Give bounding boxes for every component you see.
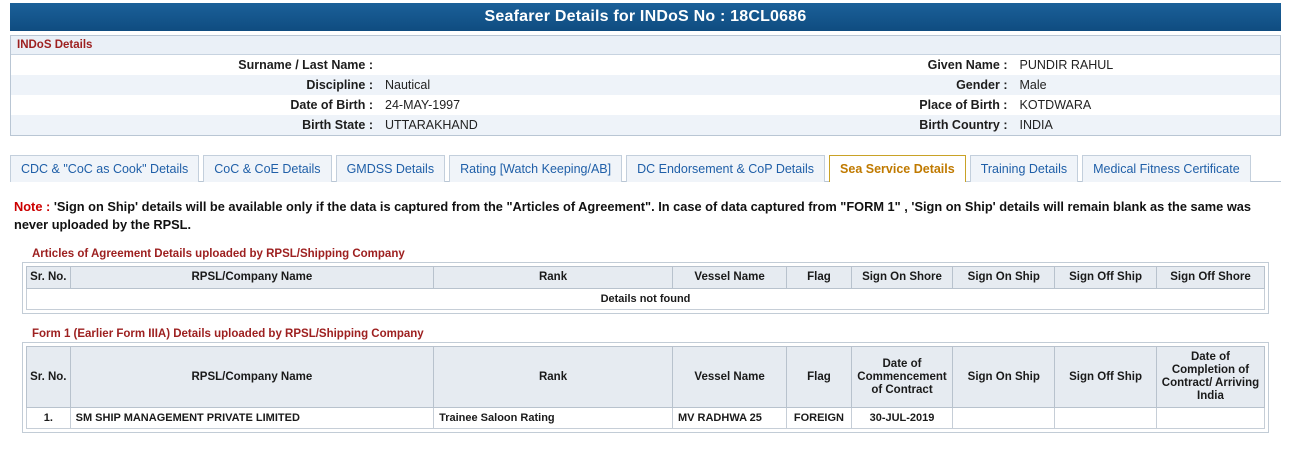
birth-country-value: INDIA [1013,115,1280,135]
birth-country-label: Birth Country : [645,115,1013,135]
form1-section [22,328,1269,433]
details-tabs [10,154,1281,182]
tab-dc-endorsement-cop[interactable]: DC Endorsement & CoP Details [626,155,825,182]
col-sign-off-shore: Sign Off Shore [1156,267,1264,289]
cell-vessel-name: MV RADHWA 25 [672,408,786,429]
col-company-name: RPSL/Company Name [70,347,434,408]
surname-label: Surname / Last Name : [238,58,373,72]
col-sign-on-ship: Sign On Ship [953,267,1055,289]
cell-date-of-commencement: 30-JUL-2019 [851,408,953,429]
table-header-row [27,347,1265,408]
col-vessel-name: Vessel Name [672,267,786,289]
col-company-name: RPSL/Company Name [70,267,434,289]
note-text: 'Sign on Ship' details will be available only if the data is captured from the "Articles of Agreement". In case of data captured from "FORM 1" , 'Sign on Ship' details will remain blank as the same was never uploaded by the RPSL. [14,199,1252,232]
gender-value: Male [1013,75,1280,95]
col-sr-no: Sr. No. [27,347,71,408]
place-of-birth-value: KOTDWARA [1019,98,1092,112]
gender-label: Gender : [645,75,1013,95]
tab-gmdss[interactable]: GMDSS Details [336,155,446,182]
tab-training[interactable]: Training Details [970,155,1078,182]
birth-state-value: UTTARAKHAND [379,115,645,135]
tab-coc-coe[interactable]: CoC & CoE Details [203,155,331,182]
dob-label: Date of Birth : [290,98,373,112]
col-sign-on-shore: Sign On Shore [851,267,953,289]
discipline-label: Discipline : [11,75,379,95]
note-prefix: Note : [14,199,51,214]
col-flag: Flag [787,347,851,408]
form1-box [22,342,1269,433]
details-not-found-message: Details not found [27,289,1265,310]
table-row [27,408,1265,429]
indos-details-panel [10,35,1281,136]
form1-title: Form 1 (Earlier Form IIIA) Details uploaded by RPSL/Shipping Company [32,328,424,340]
articles-of-agreement-table [26,266,1265,310]
cell-flag: FOREIGN [787,408,851,429]
cell-sr-no: 1. [27,408,71,429]
tab-sea-service[interactable]: Sea Service Details [829,155,966,182]
table-row-empty [27,289,1265,310]
table-row [11,95,1280,115]
indos-details-header: INDoS Details [11,36,1280,55]
given-name-value: PUNDIR RAHUL [1019,58,1114,72]
page-title: Seafarer Details for INDoS No : 18CL0686 [10,3,1281,31]
table-row [11,55,1280,75]
discipline-value: Nautical [379,75,645,95]
col-vessel-name: Vessel Name [672,347,786,408]
birth-state-label: Birth State : [11,115,379,135]
col-flag: Flag [787,267,851,289]
col-date-of-completion: Date of Completion of Contract/ Arriving India [1156,347,1264,408]
col-sign-on-ship: Sign On Ship [953,347,1055,408]
indos-details-table [11,55,1280,135]
sign-on-ship-note [14,198,1277,234]
articles-of-agreement-section [22,248,1269,314]
col-sign-off-ship: Sign Off Ship [1055,267,1157,289]
tab-cdc-coc-as-cook[interactable]: CDC & "CoC as Cook" Details [10,155,199,182]
table-row [11,115,1280,135]
col-date-of-commencement: Date of Commencement of Contract [851,347,953,408]
place-of-birth-label: Place of Birth : [919,98,1008,112]
articles-of-agreement-box [22,262,1269,314]
table-header-row [27,267,1265,289]
col-rank: Rank [434,267,673,289]
cell-company-name: SM SHIP MANAGEMENT PRIVATE LIMITED [70,408,434,429]
cell-sign-on-ship [953,408,1055,429]
articles-of-agreement-title: Articles of Agreement Details uploaded by RPSL/Shipping Company [32,248,405,260]
surname-value [379,55,645,75]
cell-date-of-completion [1156,408,1264,429]
table-row [11,75,1280,95]
col-sr-no: Sr. No. [27,267,71,289]
tab-medical-fitness[interactable]: Medical Fitness Certificate [1082,155,1251,182]
tab-rating-watch-keeping[interactable]: Rating [Watch Keeping/AB] [449,155,622,182]
col-sign-off-ship: Sign Off Ship [1055,347,1157,408]
given-name-label: Given Name : [927,58,1008,72]
col-rank: Rank [434,347,673,408]
dob-value: 24-MAY-1997 [385,98,461,112]
cell-sign-off-ship [1055,408,1157,429]
cell-rank: Trainee Saloon Rating [434,408,673,429]
form1-table [26,346,1265,429]
